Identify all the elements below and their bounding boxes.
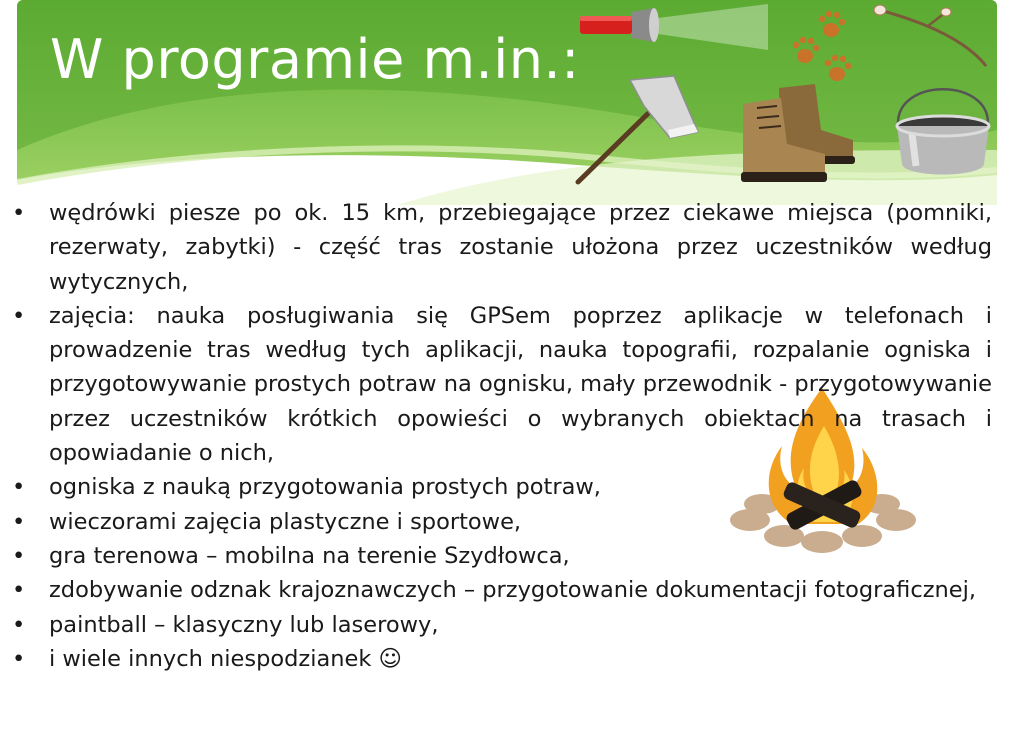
list-item: • gra terenowa – mobilna na terenie Szydłowca, (12, 539, 992, 573)
axe-icon (570, 72, 705, 187)
list-item: • wędrówki piesze po ok. 15 km, przebiegające przez ciekawe miejsca (pomniki, rezerwaty, zabytki) - część tras zostanie ułożona przez uczestników według wytycznych, (12, 196, 992, 299)
program-list (12, 196, 992, 676)
slide-title: W programie m.in.: (50, 28, 580, 91)
hiking-boots-icon (735, 78, 857, 186)
paw-prints-icon (785, 8, 865, 86)
flashlight-icon (578, 4, 768, 50)
list-item: • i wiele innych niespodzianek ☺ (12, 642, 992, 676)
list-item: • ogniska z nauką przygotowania prostych potraw, (12, 470, 992, 504)
list-item: • paintball – klasyczny lub laserowy, (12, 608, 992, 642)
cooking-pot-icon (890, 68, 995, 186)
list-item: • zdobywanie odznak krajoznawczych – przygotowanie dokumentacji fotograficznej, (12, 573, 992, 607)
roasting-stick-icon (868, 0, 993, 70)
list-item: • wieczorami zajęcia plastyczne i sportowe, (12, 505, 992, 539)
list-item: • zajęcia: nauka posługiwania się GPSem poprzez aplikacje w telefonach i prowadzenie tras według tych aplikacji, nauka topografii, rozpalanie ogniska i przygotowywanie prostych potraw na ognisku, mały przewodnik - przygotowywanie przez uczestników krótkich opowieści o wybranych obiektach na trasach i opowiadanie o nich, (12, 299, 992, 470)
